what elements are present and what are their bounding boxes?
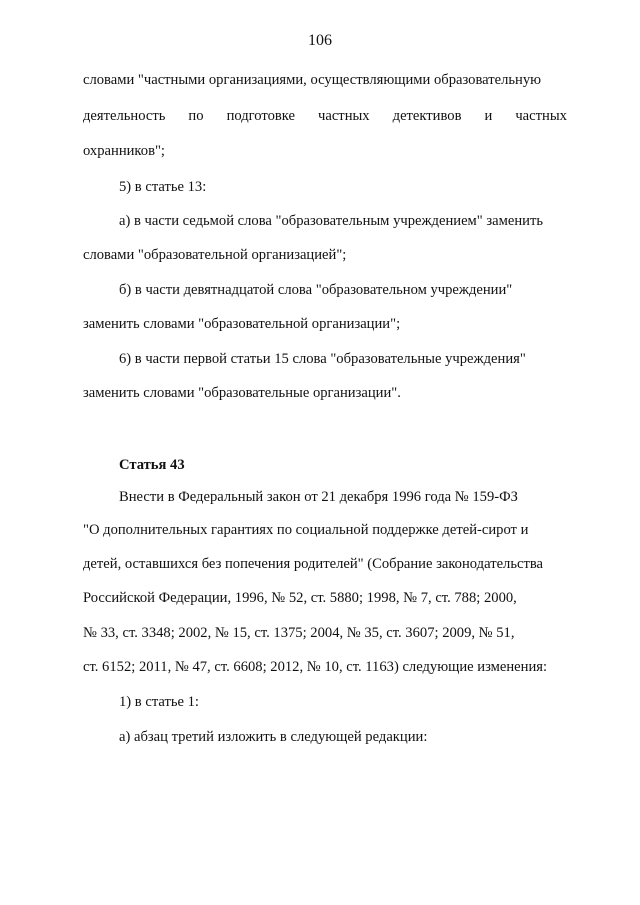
list-item: б) в части девятнадцатой слова "образовательном учреждении" <box>119 282 513 298</box>
text-line: словами "образовательной организацией"; <box>83 247 347 263</box>
text-line: Российской Федерации, 1996, № 52, ст. 5880; 1998, № 7, ст. 788; 2000, <box>83 590 517 606</box>
text-line: ст. 6152; 2011, № 47, ст. 6608; 2012, № 10, ст. 1163) следующие изменения: <box>83 659 548 675</box>
word: частных <box>515 108 567 124</box>
text-line: детей, оставшихся без попечения родителей" (Собрание законодательства <box>83 556 544 572</box>
text-line: охранников"; <box>83 143 165 159</box>
word: частных <box>318 108 370 124</box>
word: и <box>484 108 493 124</box>
text-line: словами "частными организациями, осуществляющими образовательную <box>83 72 542 88</box>
list-item: 5) в статье 13: <box>119 179 207 195</box>
text-line: заменить словами "образовательные организации". <box>83 385 401 401</box>
text-run: а) в части седьмой слова "образовательным учреждением" заменить <box>119 213 544 229</box>
text-line: "О дополнительных гарантиях по социальной поддержке детей-сирот и <box>83 522 529 538</box>
word: детективов <box>392 108 462 124</box>
page-number: 106 <box>308 32 332 49</box>
word: деятельность <box>83 108 166 124</box>
text-line: заменить словами "образовательной организации"; <box>83 316 401 332</box>
list-item: 1) в статье 1: <box>119 694 199 710</box>
text-line: № 33, ст. 3348; 2002, № 15, ст. 1375; 2004, № 35, ст. 3607; 2009, № 51, <box>83 625 515 641</box>
list-item: а) абзац третий изложить в следующей редакции: <box>119 729 428 745</box>
list-item: 6) в части первой статьи 15 слова "образовательные учреждения" <box>119 351 526 367</box>
article-heading: Статья 43 <box>119 457 185 473</box>
list-item <box>119 212 567 230</box>
word: подготовке <box>226 108 295 124</box>
word: по <box>188 108 204 124</box>
paragraph-first-line: Внести в Федеральный закон от 21 декабря 1996 года № 159-ФЗ <box>119 489 518 505</box>
text-line-justified <box>83 107 567 125</box>
